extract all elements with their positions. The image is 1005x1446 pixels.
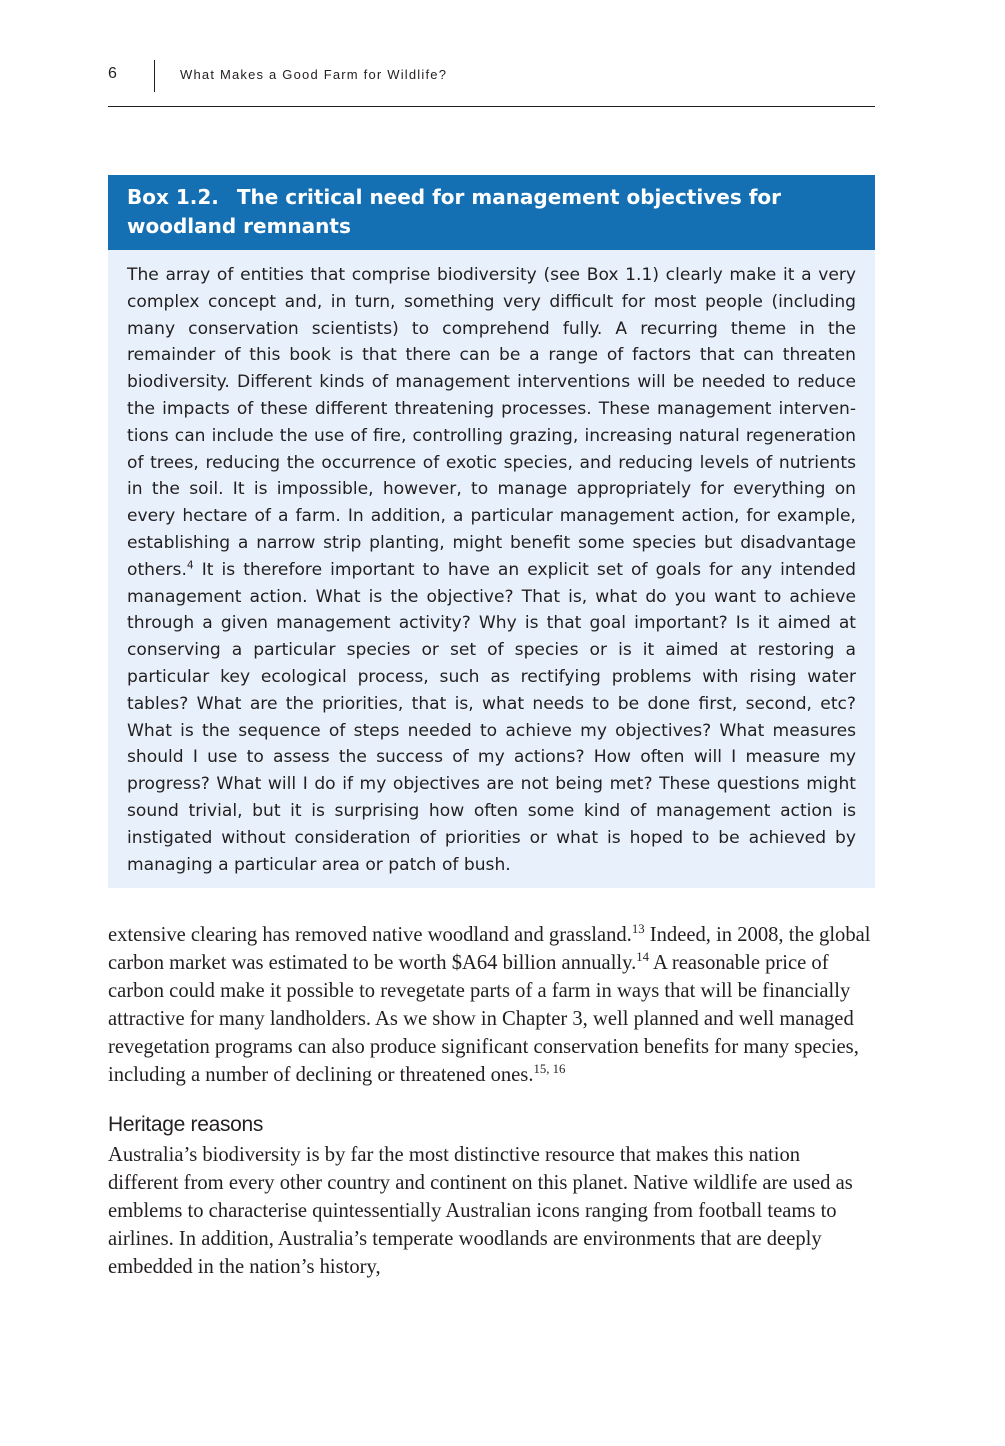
footnote-ref-4: 4 (186, 559, 194, 572)
body-paragraph-carbon (108, 921, 875, 1089)
box-text-part1: The array of entities that comprise biodiversity (see Box 1.1) clearly make it a very complex concept and, in turn, something very difficult for most people (including many conservation scientists) to comprehend fully. A recurring theme in the remainder of this book is that there can be a range of factors that can threaten biodiversity. Different kinds of management interventions will be needed to reduce the impacts of these different threatening processes. These management interventions can include the use of fire, controlling grazing, increasing natural regeneration of trees, reducing the occurrence of exotic species, and reducing levels of nutrients in the soil. It is impossible, however, to manage appropriately for everything on every hectare of a farm. In addition, a particular management action, for example, establishing a narrow strip planting, might benefit some species but disadvantage others. (127, 265, 856, 580)
main-text (108, 921, 875, 1281)
box-paragraph (127, 262, 856, 878)
footnote-ref-15-16: 15, 16 (533, 1062, 566, 1077)
page-number: 6 (108, 65, 117, 82)
para1-part-a: extensive clearing has removed native woodland and grassland. (108, 924, 632, 946)
body-paragraph-heritage: Australia’s biodiversity is by far the most distinctive resource that makes this nation different from every other country and continent on this planet. Native wildlife are used as emblems to characterise quintessentially Australian icons ranging from football teams to airlines. In addition, Australia’s temperate woodlands are environments that are deeply embedded in the nation’s history, (108, 1144, 853, 1278)
header-divider (154, 60, 155, 92)
para1-part-c: A reasonable price of carbon could make it possible to revegetate parts of a farm in ways that will be financially attractive for many landholders. As we show in Chapter 3, well planned and well managed revegetation programs can also produce significant conservation benefits for many species, including a number of declining or threatened ones. (108, 952, 859, 1086)
box-body (108, 250, 875, 878)
box-heading (108, 175, 875, 250)
page-header (108, 58, 875, 107)
running-title: What Makes a Good Farm for Wildlife? (180, 67, 448, 82)
box-text-part2: It is therefore important to have an explicit set of goals for any intended management action. What is the objective? That is, what do you want to achieve through a given management activity? Why is that goal important? Is it aimed at conserving a particular species or set of species or is it aimed at restoring a particular key ecological process, such as rectifying problems with rising water tables? What are the priorities, that is, what needs to be done first, second, etc? What is the sequence of steps needed to achieve my objectives? What measures should I use to assess the success of my actions? How often will I measure my progress? What will I do if my objectives are not being met? These questions might sound trivial, but it is surprising how often some kind of management action is instigated without consideration of priorities or what is hoped to be achieved by managing a particular area or patch of bush. (127, 559, 856, 875)
para1-part-b: Indeed, in 2008, the global carbon market was estimated to be worth $A64 billion annually. (108, 924, 871, 974)
footnote-ref-13: 13 (631, 922, 645, 937)
box-title: The critical need for management objectives for woodland remnants (127, 185, 781, 238)
footnote-ref-14: 14 (636, 950, 650, 965)
box-label: Box 1.2. (127, 185, 219, 209)
box-1-2 (108, 175, 875, 888)
section-heading-heritage: Heritage reasons (108, 1113, 264, 1136)
